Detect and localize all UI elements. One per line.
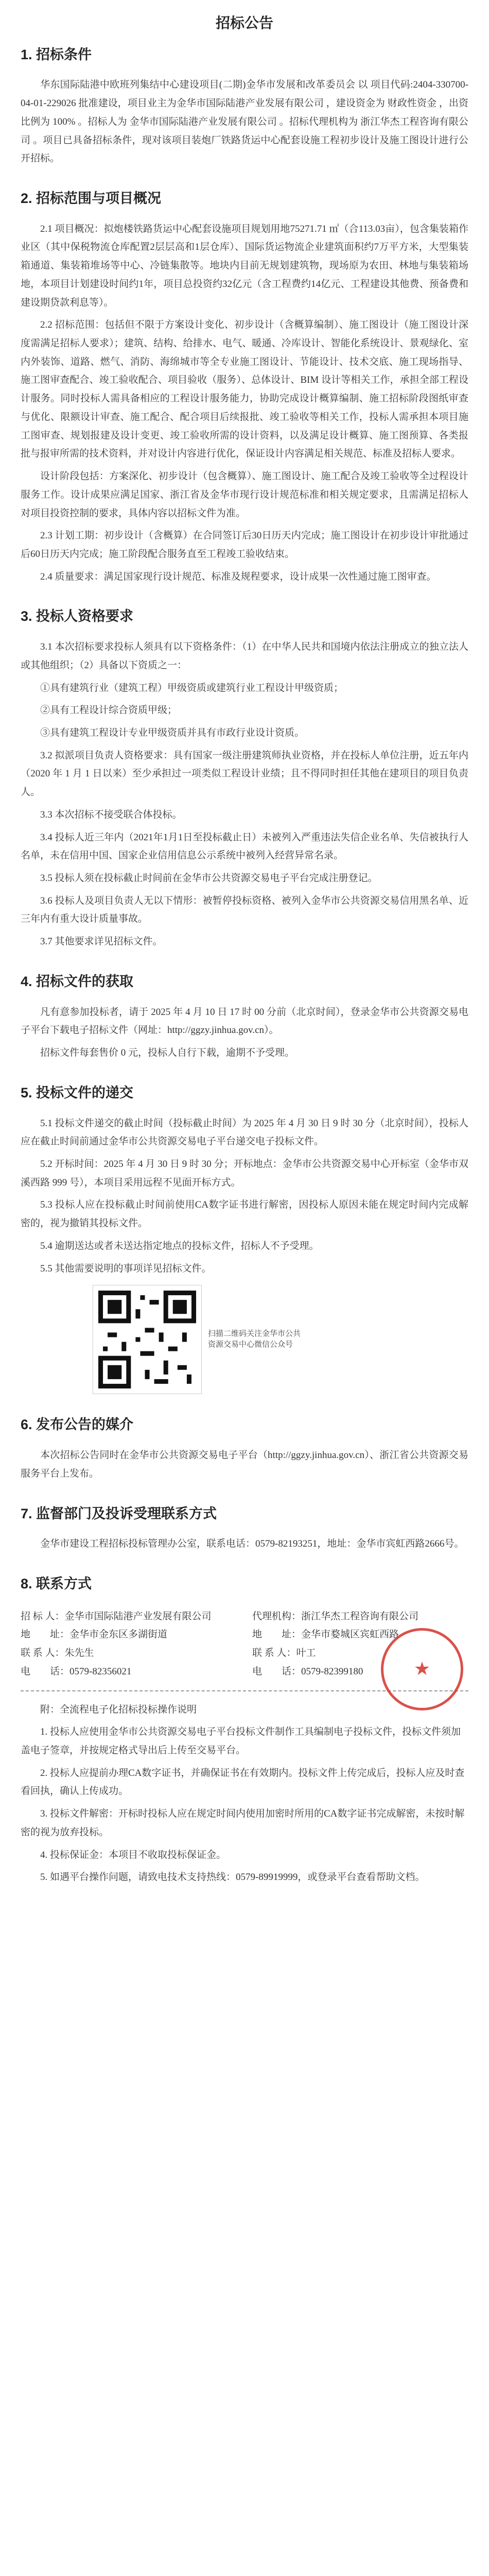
sections-container [21, 42, 468, 1597]
contact-block [21, 1607, 468, 1681]
section-paragraph: 凡有意参加投标者，请于 2025 年 4 月 10 日 17 时 00 分前（北京时间），登录金华市公共资源交易电子平台下载电子招标文件（网址：http://ggzy.jinhua.gov.cn）。 [21, 1006, 468, 1036]
section-heading: 4. 招标文件的获取 [21, 973, 134, 989]
qr-caption: 扫描二维码关注金华市公共资源交易中心微信公众号 [208, 1330, 301, 1349]
section-heading: 3. 投标人资格要求 [21, 608, 134, 624]
section-paragraph: 5.4 逾期送达或者未送达指定地点的投标文件，招标人不予受理。 [40, 1240, 319, 1251]
appendix-paragraph: 5. 如遇平台操作问题，请致电技术支持热线：0579-89919999，或登录平台查看帮助文档。 [40, 1872, 425, 1883]
section-paragraph: 5.3 投标人应在投标截止时间前使用CA数字证书进行解密，因投标人原因未能在规定时间内完成解密的，视为撤销其投标文件。 [21, 1199, 468, 1229]
section-paragraph: 3.3 本次招标不接受联合体投标。 [40, 809, 182, 820]
section-heading: 6. 发布公告的媒介 [21, 1417, 134, 1433]
contact-right: 电 话：0579-82399180 [252, 1666, 363, 1677]
section-paragraph: ②具有工程设计综合资质甲级； [40, 705, 178, 716]
contact-left: 联 系 人：朱先生 [21, 1648, 94, 1659]
doc-title: 招标公告 [215, 15, 273, 31]
section-paragraph: 金华市建设工程招标投标管理办公室，联系电话：0579-82193251，地址：金华市宾虹西路2666号。 [40, 1538, 464, 1550]
contact-right: 联 系 人：叶工 [252, 1648, 316, 1659]
appendix-paragraph: 附：全流程电子化招标投标操作说明 [40, 1704, 197, 1715]
section-paragraph: 3.5 投标人须在投标截止时间前在金华市公共资源交易电子平台完成注册登记。 [40, 873, 378, 884]
section-paragraph: 5.1 投标文件递交的截止时间（投标截止时间）为 2025 年 4 月 30 日 9 时 30 分（北京时间），投标人应在截止时间前通过金华市公共资源交易电子平台递交电子投标文件。 [21, 1117, 468, 1147]
appendix-paragraph: 3. 投标文件解密：开标时投标人应在规定时间内使用加密时所用的CA数字证书完成解密，未按时解密的视为放弃投标。 [21, 1808, 465, 1838]
section-paragraph: 3.4 投标人近三年内（2021年1月1日至投标截止日）未被列入严重违法失信企业名单、失信被执行人名单，未在信用中国、国家企业信用信息公示系统中被列入经营异常名录。 [21, 832, 468, 861]
qr-code-block [93, 1285, 468, 1394]
appendix-block [21, 1701, 468, 1887]
section-paragraph: 设计阶段包括：方案深化、初步设计（包含概算）、施工图设计、施工配合及竣工验收等全过程设计服务工作。设计成果应满足国家、浙江省及金华市现行设计规范标准和相关规定要求，且需满足招标人对项目投资控制的要求，具体内容以招标文件为准。 [21, 471, 468, 519]
section-paragraph: 华东国际陆港中欧班列集结中心建设项目(二期)金华市发展和改革委员会 以 项目代码:2404-330700-04-01-229026 批准建设，项目业主为金华市国际陆港产业发展有限公司 ，建设资金为 财政性资金 ，出资比例为 100% 。招标人为 金华市国际陆港产业发展有限公司 。招标代理机构为 浙江华杰工程咨询有限公司 。项目已具备招标条件，现对该项目装炮厂铁路货运中心配套设施工程初步设计及施工图设计进行公开招标。 [21, 79, 468, 164]
section-paragraph: 2.3 计划工期：初步设计（含概算）在合同签订后30日历天内完成；施工图设计在初步设计审批通过后60日历天内完成；施工阶段配合服务直至工程竣工验收结束。 [21, 530, 468, 560]
appendix-paragraph: 1. 投标人应使用金华市公共资源交易电子平台投标文件制作工具编制电子投标文件，投标文件须加盖电子签章，并按规定格式导出后上传至交易平台。 [21, 1726, 461, 1756]
section-paragraph: ③具有建筑工程设计专业甲级资质并具有市政行业设计资质。 [40, 727, 305, 738]
section-heading: 5. 投标文件的递交 [21, 1084, 134, 1100]
contact-right: 代理机构：浙江华杰工程咨询有限公司 [252, 1611, 419, 1622]
section-heading: 8. 联系方式 [21, 1575, 92, 1591]
contact-right: 地 址：金华市婺城区宾虹西路 [252, 1629, 399, 1640]
section-paragraph: 2.2 招标范围：包括但不限于方案设计变化、初步设计（含概算编制）、施工图设计（施工图设计深度需满足招标人要求）；建筑、结构、给排水、电气、暖通、冷库设计、智能化系统设计、景观绿化、室内外装饰、道路、燃气、消防、海绵城市等全专业施工图设计、节能设计、技术交底、施工现场指导、施工图审查配合、竣工验收配合、项目验收（服务）、总体设计、BIM 设计等相关工作，承担全部工程设计服务。同时投标人需具备相应的工程设计服务能力，协助完成设计概算编制、施工招标阶段图纸审查与优化、限额设计审查、施工配合、配合项目后续报批、竣工验收等相关工作，投标人需承担本项目施工图审查、规划报建及设计变更、竣工验收所需的设计资料，以及满足设计概算、施工图预算、各类报批与报审所需的技术资料，并对设计内容进行优化，保证设计内容满足相关规范、标准及招标人要求。 [21, 319, 468, 460]
section-paragraph: 3.2 拟派项目负责人资格要求：具有国家一级注册建筑师执业资格，并在投标人单位注册，近五年内（2020 年 1 月 1 日以来）至少承担过一项类似工程设计业绩；且不得同时担任其他在建项目的项目负责人。 [21, 750, 468, 798]
section-paragraph: 2.1 项目概况：拟炮楼铁路货运中心配套设施项目规划用地75271.71 ㎡（合113.03亩），包含集装箱作业区（其中保税物流仓库配置2层层高和1层仓库）、国际货运物流企业建筑面积约7万平方米，大型集装箱通道、集装箱堆场等中心、冷链集散等。地块内目前无规划建筑物，现场原为农田、林地与集装箱场地，本项目计划建设时间约1年，项目总投资约32亿元（含工程费约14亿元、工程建设其他费、预备费和建设期贷款利息等）。 [21, 223, 468, 308]
official-seal-icon: ★ [381, 1628, 463, 1710]
section-paragraph: 3.6 投标人及项目负责人无以下情形：被暂停投标资格、被列入金华市公共资源交易信用黑名单、近三年内有重大设计质量事故。 [21, 895, 468, 925]
section-heading: 7. 监督部门及投诉受理联系方式 [21, 1505, 217, 1521]
qr-code-icon [93, 1285, 202, 1394]
section-paragraph: 5.5 其他需要说明的事项详见招标文件。 [40, 1263, 212, 1274]
section-paragraph: 2.4 质量要求：满足国家现行设计规范、标准及规程要求，设计成果一次性通过施工图审查。 [40, 571, 436, 582]
section-paragraph: 招标文件每套售价 0 元，投标人自行下载，逾期不予受理。 [40, 1047, 295, 1059]
section-paragraph: 5.2 开标时间：2025 年 4 月 30 日 9 时 30 分；开标地点：金华市公共资源交易中心开标室（金华市双溪西路 999 号），本项目采用远程不见面开标方式。 [21, 1159, 468, 1188]
contact-left: 地 址：金华市金东区多湖街道 [21, 1629, 168, 1640]
section-paragraph: 3.7 其他要求详见招标文件。 [40, 936, 163, 947]
contact-left: 招 标 人：金华市国际陆港产业发展有限公司 [21, 1611, 212, 1622]
section-paragraph: ①具有建筑行业（建筑工程）甲级资质或建筑行业工程设计甲级资质； [40, 682, 344, 693]
contact-row [21, 1607, 468, 1626]
section-paragraph: 3.1 本次招标要求投标人须具有以下资格条件：（1）在中华人民共和国境内依法注册成立的独立法人或其他组织；（2）具备以下资质之一： [21, 641, 468, 671]
section-heading: 1. 招标条件 [21, 46, 92, 62]
section-heading: 2. 招标范围与项目概况 [21, 190, 162, 206]
appendix-paragraph: 4. 投标保证金：本项目不收取投标保证金。 [40, 1849, 226, 1860]
contact-left: 电 话：0579-82356021 [21, 1666, 132, 1677]
appendix-paragraph: 2. 投标人应提前办理CA数字证书，并确保证书在有效期内。投标文件上传完成后，投标人应及时查看回执，确认上传成功。 [21, 1767, 465, 1797]
section-paragraph: 本次招标公告同时在金华市公共资源交易电子平台（http://ggzy.jinhua.gov.cn）、浙江省公共资源交易服务平台上发布。 [21, 1450, 468, 1479]
